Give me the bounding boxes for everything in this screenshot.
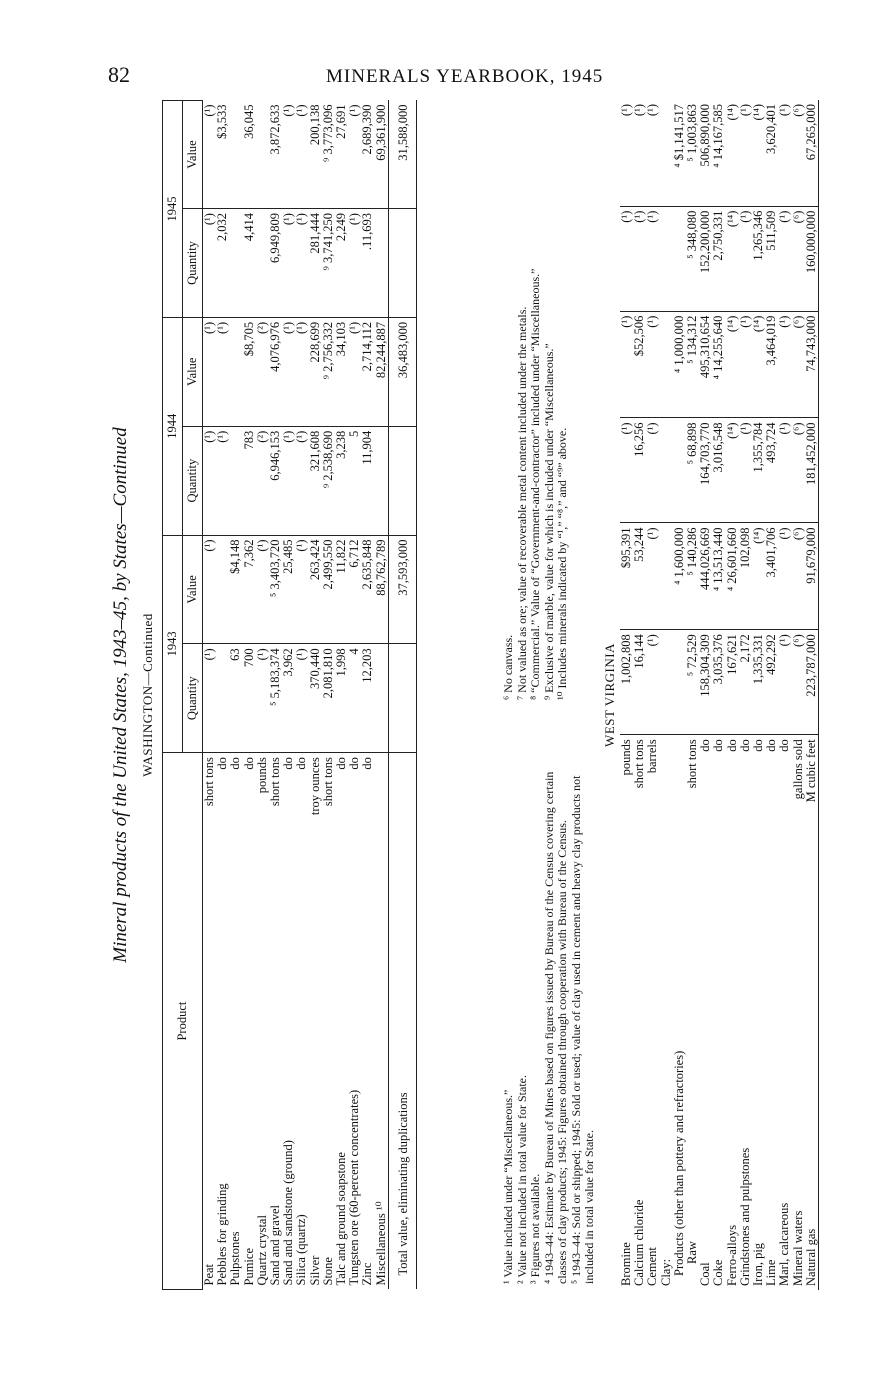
quantity-cell: 63 [229, 644, 242, 753]
quantity-cell: 783 [243, 426, 256, 535]
header-quantity: Quantity [183, 426, 203, 535]
quantity-cell [388, 644, 416, 753]
value-cell: (¹⁴) [726, 100, 739, 206]
value-cell [229, 317, 242, 426]
quantity-cell: 2,032 [216, 209, 229, 318]
value-cell: (¹) [778, 523, 791, 630]
quantity-cell: (¹) [739, 418, 752, 523]
value-cell: ⁵ 140,286 [686, 523, 699, 630]
value-cell: (¹) [778, 100, 791, 206]
value-cell: (¹) [282, 101, 295, 209]
total-1943: 37,593,000 [388, 535, 416, 644]
quantity-cell: 3,238 [335, 426, 348, 535]
value-cell: 69,361,900 [375, 101, 389, 209]
quantity-cell: 16,144 [633, 630, 646, 735]
quantity-cell: 700 [243, 644, 256, 753]
table-row [375, 101, 389, 1290]
header-quantity: Quantity [183, 644, 203, 753]
value-cell: (¹⁴) [752, 523, 765, 630]
value-cell: (⁶) [792, 523, 805, 630]
quantity-cell: (¹) [295, 644, 308, 753]
table-row [712, 100, 725, 1290]
product-name: Pulpstones [228, 1231, 243, 1286]
footnote: ⁴ 1943–44: Estimate by Bureau of Mines based on figures issued by Bureau of the Census covering certain classes of clay products; 1945: Figures obtained through cooperation with Bureau of the Census. [541, 771, 569, 1284]
quantity-cell: (¹) [348, 209, 361, 318]
value-cell: 102,098 [739, 523, 752, 630]
quantity-cell: 4 [348, 644, 361, 753]
value-cell: ⁹ 2,756,332 [322, 317, 335, 426]
product-unit [375, 753, 389, 862]
product-name: Sand and sandstone (ground) [281, 1140, 296, 1286]
quantity-cell: 11,904 [361, 426, 374, 535]
table-title: Mineral products of the United States, 1943–45, by States—Continued [110, 427, 131, 963]
product-name: Coal [698, 1262, 713, 1286]
quantity-cell: (¹) [203, 644, 217, 753]
quantity-cell: 3,016,548 [712, 418, 725, 523]
value-cell: (¹⁴) [726, 311, 739, 418]
product-name: Coke [711, 1259, 726, 1286]
quantity-cell: (¹) [646, 418, 659, 523]
value-cell: (¹) [633, 100, 646, 206]
footnotes-left [502, 744, 597, 1284]
value-cell: $95,391 [620, 523, 633, 630]
value-cell: 3,401,706 [765, 523, 778, 630]
value-cell: ⁴ $1,141,517 [673, 100, 686, 206]
quantity-cell: 2,750,331 [712, 206, 725, 311]
header-quantity: Quantity [183, 209, 203, 318]
quantity-cell: 1,002,808 [620, 630, 633, 735]
quantity-cell: (¹) [282, 209, 295, 318]
product-name: Tungsten ore (60-percent concentrates) [347, 1089, 362, 1286]
value-cell: (¹) [216, 317, 229, 426]
table-row [216, 101, 229, 1290]
value-cell: ⁵ 134,312 [686, 311, 699, 418]
quantity-cell: 6,946,153 [269, 426, 282, 535]
product-name: Ferro-alloys [724, 1224, 739, 1286]
footnote: ² Value not included in total value for State. [514, 1075, 529, 1284]
table-row [361, 101, 374, 1290]
quantity-cell: (⁶) [792, 418, 805, 523]
quantity-cell: ⁵ 5,183,374 [269, 644, 282, 753]
table-row [633, 100, 646, 1290]
product-unit: do [737, 739, 752, 752]
value-cell: ⁴ 14,167,585 [712, 100, 725, 206]
product-name: Raw [685, 1241, 700, 1264]
table-row [778, 100, 791, 1290]
footnote: ⁶ No canvass. [501, 634, 515, 700]
west-virginia-table [620, 100, 819, 1290]
product-unit: M cubic feet [805, 735, 819, 840]
product-unit: do [228, 757, 243, 770]
quantity-cell: (¹) [778, 206, 791, 311]
value-cell: (¹) [348, 317, 361, 426]
value-cell: 263,424 [309, 535, 322, 644]
value-cell: ⁴ 1,600,000 [673, 523, 686, 630]
quantity-cell: (¹) [295, 209, 308, 318]
table-row [646, 100, 659, 1290]
value-cell: 7,362 [243, 535, 256, 644]
value-cell: ⁴ 13,513,440 [712, 523, 725, 630]
product-unit: do [294, 757, 309, 770]
product-unit: do [711, 739, 726, 752]
table-row [805, 100, 819, 1290]
quantity-cell: (¹) [739, 206, 752, 311]
quantity-cell: 2,081,810 [322, 644, 335, 753]
quantity-cell: (⁶) [792, 206, 805, 311]
quantity-cell: 164,703,770 [699, 418, 712, 523]
quantity-cell: (²) [256, 426, 269, 535]
value-cell: 74,743,000 [805, 311, 819, 418]
value-cell: 53,244 [633, 523, 646, 630]
quantity-cell: 1,265,346 [752, 206, 765, 311]
quantity-cell [660, 630, 673, 735]
quantity-cell [229, 426, 242, 535]
quantity-cell [388, 209, 416, 318]
value-cell: 3,464,019 [765, 311, 778, 418]
product-unit: short tons [268, 757, 283, 807]
table-row [726, 100, 739, 1290]
state-label-washington: WASHINGTON—Continued [140, 613, 155, 777]
footnote: ⁵ 1943–44: Sold or shipped; 1945: Sold or used; value of clay used in cement and heavy clay products not included in total value for State. [568, 775, 596, 1284]
product-unit: short tons [202, 757, 216, 807]
value-cell: 27,691 [335, 101, 348, 209]
quantity-cell [375, 209, 389, 318]
value-cell [660, 523, 673, 630]
quantity-cell [375, 426, 389, 535]
quantity-cell: .11,693 [361, 209, 374, 318]
value-cell: 67,265,000 [805, 100, 819, 206]
quantity-cell: (¹) [646, 206, 659, 311]
table-row [765, 100, 778, 1290]
header-product: Product [163, 753, 203, 1290]
value-cell: (⁶) [792, 311, 805, 418]
page-number: 82 [108, 62, 130, 87]
header-1943: 1943 [163, 535, 183, 753]
quantity-cell: 492,292 [765, 630, 778, 735]
value-cell: ⁴ 14,255,640 [712, 311, 725, 418]
value-cell: 444,026,669 [699, 523, 712, 630]
total-label: Total value, eliminating duplications [388, 753, 416, 1290]
quantity-cell: 223,787,000 [805, 630, 819, 735]
product-name: Quartz crystal [254, 1215, 269, 1286]
value-cell: $52,506 [633, 311, 646, 418]
product-name: Bromine [619, 1242, 633, 1286]
washington-table [162, 100, 417, 1290]
value-cell: (¹) [348, 101, 361, 209]
product-name: Grindstones and pulpstones [737, 1147, 752, 1286]
value-cell: 6,712 [348, 535, 361, 644]
header-1945: 1945 [163, 101, 183, 318]
quantity-cell: (¹) [778, 418, 791, 523]
quantity-cell: 6,949,809 [269, 209, 282, 318]
product-unit: short tons [320, 757, 335, 807]
footnote: ¹ Value included under “Miscellaneous.” [501, 1089, 515, 1284]
value-cell: 495,310,654 [699, 311, 712, 418]
product-name: Miscellaneous ¹⁰ [373, 1201, 388, 1286]
value-cell: 200,138 [309, 101, 322, 209]
total-1944: 36,483,000 [388, 317, 416, 426]
total-row [388, 101, 416, 1290]
quantity-cell: (¹) [282, 426, 295, 535]
value-cell: (¹) [620, 311, 633, 418]
value-cell: (¹) [646, 311, 659, 418]
product-name: Marl, calcareous [777, 1202, 792, 1286]
quantity-cell: ⁹ 3,741,250 [322, 209, 335, 318]
product-unit: do [347, 757, 362, 770]
product-unit: pounds [619, 739, 633, 776]
quantity-cell: 321,608 [309, 426, 322, 535]
quantity-cell [388, 426, 416, 535]
quantity-cell: (⁶) [792, 630, 805, 735]
product-name: Cement [645, 1247, 660, 1286]
quantity-cell: 1,355,784 [752, 418, 765, 523]
value-cell: (¹) [256, 535, 269, 644]
quantity-cell: 281,444 [309, 209, 322, 318]
quantity-cell: 152,200,000 [699, 206, 712, 311]
table-row [699, 100, 712, 1290]
quantity-cell [660, 418, 673, 523]
value-cell: 3,620,401 [765, 100, 778, 206]
value-cell: 11,822 [335, 535, 348, 644]
table-row [752, 100, 765, 1290]
running-head: MINERALS YEARBOOK, 1945 [326, 66, 604, 87]
value-cell: (¹) [203, 535, 217, 644]
value-cell: (¹) [620, 100, 633, 206]
product-unit: gallons sold [790, 739, 805, 800]
value-cell: 3,872,633 [269, 101, 282, 209]
quantity-cell: 2,249 [335, 209, 348, 318]
table-row [322, 101, 335, 1290]
product-unit: barrels [645, 739, 660, 774]
product-unit: do [751, 739, 766, 752]
value-cell: (¹⁴) [752, 311, 765, 418]
product-unit: do [281, 757, 296, 770]
value-cell: (²) [256, 317, 269, 426]
quantity-cell: (¹) [216, 426, 229, 535]
product-name: Natural gas [805, 840, 819, 1290]
product-unit: pounds [254, 757, 269, 794]
product-unit: short tons [685, 739, 700, 789]
header-1944: 1944 [163, 317, 183, 535]
value-cell: $3,533 [216, 101, 229, 209]
value-cell: (¹⁴) [752, 100, 765, 206]
product-unit: do [777, 739, 792, 752]
value-cell: (¹) [295, 101, 308, 209]
value-cell: (¹) [203, 101, 217, 209]
quantity-cell: (¹) [203, 426, 217, 535]
product-unit [660, 735, 673, 840]
value-cell: $8,705 [243, 317, 256, 426]
quantity-cell: (¹) [620, 418, 633, 523]
value-cell: 88,762,789 [375, 535, 389, 644]
product-unit: do [241, 757, 256, 770]
quantity-cell: 1,335,331 [752, 630, 765, 735]
value-cell [660, 100, 673, 206]
product-name: Iron, pig [751, 1242, 766, 1286]
footnote: ⁸ “Commercial.” Value of “Government-and-contractor” included under “Miscellaneous.” [528, 268, 542, 700]
product-unit: troy ounces [307, 757, 322, 816]
table-row [295, 101, 308, 1290]
quantity-cell: 4,414 [243, 209, 256, 318]
product-unit: do [698, 739, 713, 752]
product-name: Silver [307, 1255, 322, 1286]
value-cell: $4,148 [229, 535, 242, 644]
value-cell: 25,485 [282, 535, 295, 644]
table-row [269, 101, 282, 1290]
value-cell: (⁶) [792, 100, 805, 206]
product-unit: do [724, 739, 739, 752]
value-cell: 2,499,550 [322, 535, 335, 644]
quantity-cell: (¹) [633, 206, 646, 311]
value-cell: 2,689,390 [361, 101, 374, 209]
table-row [282, 101, 295, 1290]
product-unit: do [764, 739, 779, 752]
value-cell: 228,699 [309, 317, 322, 426]
value-cell: (¹) [778, 311, 791, 418]
product-name: Calcium chloride [632, 1199, 647, 1286]
table-row [620, 100, 633, 1290]
value-cell: 34,103 [335, 317, 348, 426]
quantity-cell: 16,256 [633, 418, 646, 523]
value-cell: ⁴ 1,000,000 [673, 311, 686, 418]
product-name: Lime [764, 1259, 779, 1286]
quantity-cell: (¹) [646, 630, 659, 735]
quantity-cell: (¹⁴) [726, 206, 739, 311]
quantity-cell [660, 206, 673, 311]
product-name: Sand and gravel [268, 1204, 283, 1286]
quantity-cell: 167,621 [726, 630, 739, 735]
value-cell: 506,890,000 [699, 100, 712, 206]
value-cell: ⁴ 26,601,660 [726, 523, 739, 630]
quantity-cell: (¹) [778, 630, 791, 735]
product-name: Mineral waters [790, 1210, 805, 1286]
footnote: ⁹ Exclusive of marble, value for which is included under “Miscellaneous.” [541, 343, 556, 700]
value-cell: (¹) [646, 100, 659, 206]
product-name: Pebbles for grinding [215, 1183, 230, 1286]
product-unit: short tons [632, 739, 647, 789]
value-cell: ⁵ 3,403,720 [269, 535, 282, 644]
value-cell: 2,714,112 [361, 317, 374, 426]
product-name: Products (other than pottery and refractories) [671, 1050, 686, 1276]
product-unit: do [360, 757, 375, 770]
product-name: Talc and ground soapstone [334, 1152, 349, 1286]
product-unit: do [215, 757, 230, 770]
table-row [243, 101, 256, 1290]
quantity-cell [229, 209, 242, 318]
quantity-cell: 370,440 [309, 644, 322, 753]
state-label-west-virginia: WEST VIRGINIA [602, 643, 617, 747]
quantity-cell: 493,724 [765, 418, 778, 523]
quantity-cell: ⁹ 2,538,690 [322, 426, 335, 535]
product-name: Clay: [658, 1258, 673, 1286]
rotated-table-frame [110, 100, 840, 1290]
quantity-cell: 2,172 [739, 630, 752, 735]
table-row [739, 100, 752, 1290]
footnotes-right [502, 120, 570, 700]
header-value: Value [183, 317, 203, 426]
value-cell: 36,045 [243, 101, 256, 209]
quantity-cell [375, 644, 389, 753]
header-value: Value [183, 101, 203, 209]
quantity-cell: (¹) [620, 206, 633, 311]
table-row [348, 101, 361, 1290]
quantity-cell: (¹⁴) [726, 418, 739, 523]
table-row [660, 100, 673, 1290]
total-1945: 31,588,000 [388, 101, 416, 209]
value-cell: (¹) [295, 535, 308, 644]
value-cell: (¹) [739, 100, 752, 206]
product-name: Silica (quartz) [294, 1214, 309, 1286]
quantity-cell: 181,452,000 [805, 418, 819, 523]
quantity-cell: ⁵ 348,080 [686, 206, 699, 311]
value-cell: ⁹ 3,773,096 [322, 101, 335, 209]
table-row [792, 100, 805, 1290]
product-name: Pumice [241, 1248, 256, 1286]
value-cell [660, 311, 673, 418]
quantity-cell: (¹) [256, 644, 269, 753]
value-cell: (¹) [295, 317, 308, 426]
quantity-cell: 3,035,376 [712, 630, 725, 735]
quantity-cell: ⁵ 68,898 [686, 418, 699, 523]
quantity-cell: 3,962 [282, 644, 295, 753]
value-cell: (¹) [203, 317, 217, 426]
value-cell: 82,244,887 [375, 317, 389, 426]
quantity-cell: ⁵ 72,529 [686, 630, 699, 735]
quantity-cell: (¹) [203, 209, 217, 318]
product-name: Peat [202, 1263, 216, 1286]
product-name: Stone [320, 1257, 335, 1286]
quantity-cell: 1,998 [335, 644, 348, 753]
quantity-cell: 5 [348, 426, 361, 535]
quantity-cell: 160,000,000 [805, 206, 819, 311]
value-cell: (¹) [739, 311, 752, 418]
product-unit: do [334, 757, 349, 770]
value-cell: 4,076,976 [269, 317, 282, 426]
product-name: Zinc [360, 1262, 375, 1286]
header-value: Value [183, 535, 203, 644]
table-row [673, 100, 686, 1290]
table-row [203, 101, 217, 1290]
value-cell [229, 101, 242, 209]
value-cell: 91,679,000 [805, 523, 819, 630]
footnote: ³ Figures not available. [528, 1173, 542, 1284]
quantity-cell: 158,304,309 [699, 630, 712, 735]
value-cell: ⁵ 1,003,863 [686, 100, 699, 206]
quantity-cell: (¹) [295, 426, 308, 535]
table-row [309, 101, 322, 1290]
footnote: ¹⁰ Includes minerals indicated by “¹,” “⁸,” and “⁹” above. [555, 427, 569, 700]
footnote: ⁷ Not valued as ore; value of recoverable metal content included under the metals. [514, 306, 529, 700]
table-row [229, 101, 242, 1290]
quantity-cell: 12,203 [361, 644, 374, 753]
quantity-cell: 511,509 [765, 206, 778, 311]
value-cell: 2,635,848 [361, 535, 374, 644]
value-cell: (¹) [282, 317, 295, 426]
value-cell: (¹) [646, 523, 659, 630]
